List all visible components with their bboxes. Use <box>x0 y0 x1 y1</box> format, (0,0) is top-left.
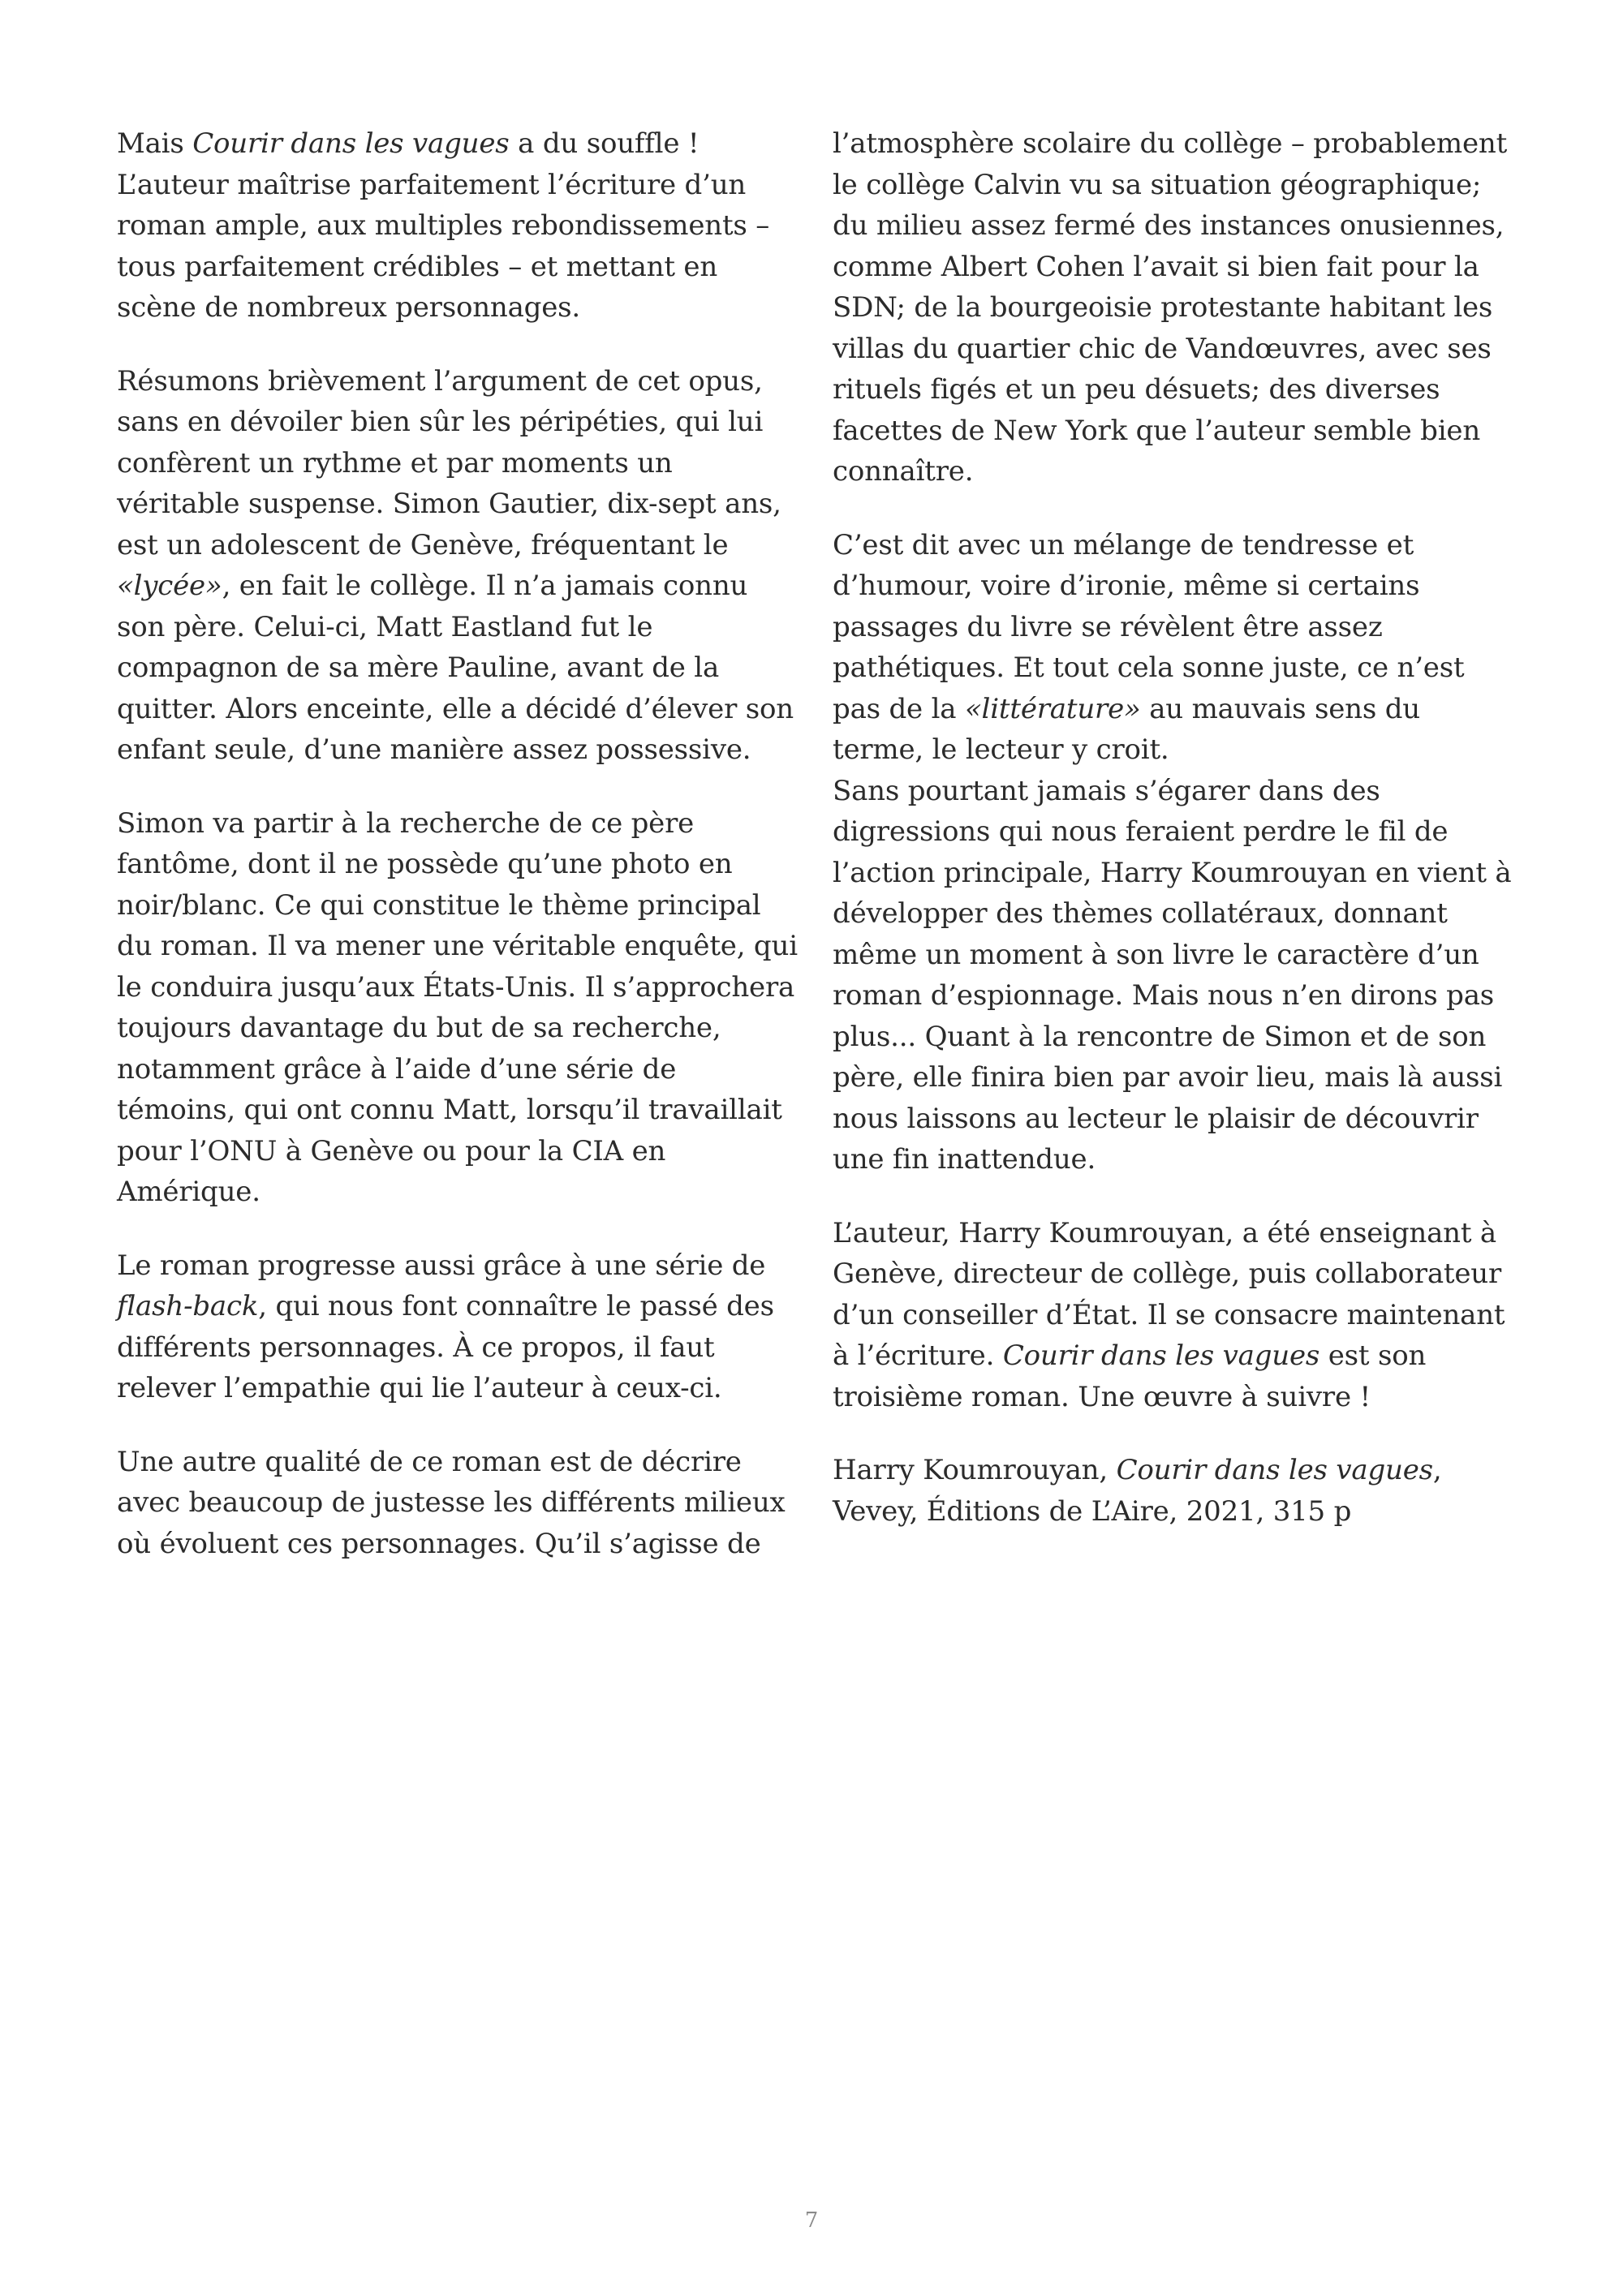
page-number: 7 <box>804 2208 819 2233</box>
italic-text: «lycée» <box>117 570 222 602</box>
paragraph-p5 <box>117 1442 799 1565</box>
text-segment: Le roman progresse aussi grâce à une série de <box>117 1249 766 1282</box>
text-segment: L’auteur, Harry Koumrouyan, a été enseignant à Genève, directeur de collège, puis collaborateur d’un conseiller d’État. Il se consacre maintenant à l’écriture. <box>833 1216 1505 1372</box>
paragraph-p9 <box>833 1213 1514 1418</box>
left-column <box>117 123 799 1597</box>
text-segment: est son troisième roman. Une œuvre à suivre ! <box>833 1339 1427 1413</box>
text-segment: Une autre qualité de ce roman est de décrire avec beaucoup de justesse les différents milieux où évoluent ces personnages. Qu’il s’agisse de <box>117 1445 786 1560</box>
text-segment: l’atmosphère scolaire du collège – probablement le collège Calvin vu sa situation géographique; du milieu assez fermé des instances onusiennes, comme Albert Cohen l’avait si bien fait pour la SDN; de la bourgeoisie protestante habitant les villas du quartier chic de Vandœuvres, avec ses rituels figés et un peu désuets; des diverses facettes de New York que l’auteur semble bien connaître. <box>833 127 1508 488</box>
italic-text: Courir dans les vagues <box>192 127 510 160</box>
paragraph-p8 <box>833 771 1514 1180</box>
paragraph-p7 <box>833 525 1514 771</box>
italic-text: «littérature» <box>964 692 1141 725</box>
text-segment: a du souffle ! L’auteur maîtrise parfaitement l’écriture d’un roman ample, aux multiples rebondissements – tous parfaitement crédibles – et mettant en scène de nombreux personnages. <box>117 127 770 324</box>
italic-text: Courir dans les vagues <box>1116 1454 1433 1486</box>
text-segment: Simon va partir à la recherche de ce père fantôme, dont il ne possède qu’une photo en noir/blanc. Ce qui constitue le thème principal du roman. Il va mener une véritable enquête, qui le conduira jusqu’aux États-Unis. Il s’approchera toujours davantage du but de sa recherche, notamment grâce à l’aide d’une série de témoins, qui ont connu Matt, lorsqu’il travaillait pour l’ONU à Genève ou pour la CIA en Amérique. <box>117 806 798 1208</box>
paragraph-p2 <box>117 361 799 771</box>
text-segment: C’est dit avec un mélange de tendresse et d’humour, voire d’ironie, même si certains passages du livre se révèlent être assez pathétiques. Et tout cela sonne juste, ce n’est pas de la <box>833 528 1465 725</box>
italic-text: Courir dans les vagues <box>1002 1339 1320 1372</box>
paragraph-p6 <box>833 123 1514 492</box>
text-segment: Résumons brièvement l’argument de cet opus, sans en dévoiler bien sûr les péripéties, qui lui confèrent un rythme et par moments un véritable suspense. Simon Gautier, dix-sept ans, est un adolescent de Genève, fréquentant le <box>117 364 781 561</box>
italic-text: flash-back <box>117 1290 259 1322</box>
paragraph-p3 <box>117 803 799 1213</box>
text-segment: , qui nous font connaître le passé des différents personnages. À ce propos, il faut relever l’empathie qui lie l’auteur à ceux-ci. <box>117 1290 774 1404</box>
text-segment: , Vevey, Éditions de L’Aire, 2021, 315 p <box>833 1454 1442 1528</box>
text-segment: Sans pourtant jamais s’égarer dans des digressions qui nous feraient perdre le fil de l’action principale, Harry Koumrouyan en vient à développer des thèmes collatéraux, donnant même un moment à son livre le caractère d’un roman d’espionnage. Mais nous n’en dirons pas plus... Quant à la rencontre de Simon et de son père, elle finira bien par avoir lieu, mais là aussi nous laissons au lecteur le plaisir de découvrir une fin inattendue. <box>833 774 1512 1176</box>
text-segment: au mauvais sens du terme, le lecteur y croit. <box>833 692 1420 766</box>
text-segment: Mais <box>117 127 193 160</box>
text-segment: , en fait le collège. Il n’a jamais connu son père. Celui-ci, Matt Eastland fut le compagnon de sa mère Pauline, avant de la quitter. Alors enceinte, elle a décidé d’élever son enfant seule, d’une manière assez possessive. <box>117 570 794 766</box>
right-column <box>833 123 1514 1564</box>
paragraph-p10 <box>833 1450 1514 1532</box>
text-segment: Harry Koumrouyan, <box>833 1454 1117 1486</box>
paragraph-p1 <box>117 123 799 329</box>
paragraph-p4 <box>117 1245 799 1409</box>
